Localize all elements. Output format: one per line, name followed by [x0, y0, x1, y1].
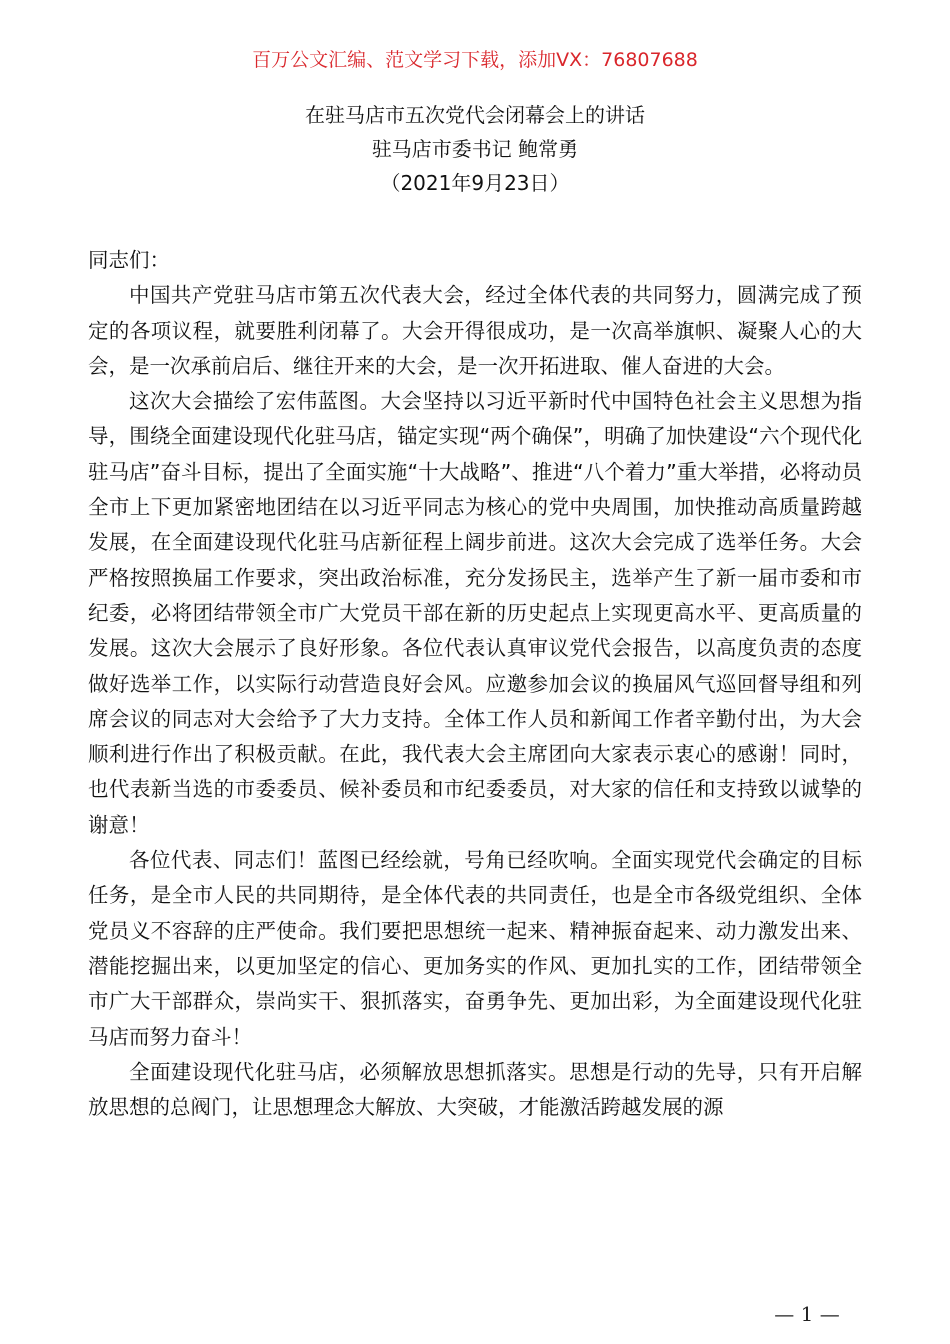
document-author: 驻马店市委书记 鲍常勇	[371, 137, 579, 161]
document-title: 在驻马店市五次党代会闭幕会上的讲话	[305, 103, 645, 127]
watermark-banner: 百万公文汇编、范文学习下载，添加VX：76807688	[252, 49, 698, 71]
paragraph: 各位代表、同志们！蓝图已经绘就，号角已经吹响。全面实现党代会确定的目标任务，是全市人民的共同期待，是全体代表的共同责任，也是全市各级党组织、全体党员义不容辞的庄严使命。我们要把思想统一起来、精神振奋起来、动力激发出来、潜能挖掘出来，以更加坚定的信心、更加务实的作风、更加扎实的工作，团结带领全市广大干部群众，崇尚实干、狠抓落实，奋勇争先、更加出彩，为全面建设现代化驻马店而努力奋斗！	[88, 848, 862, 1049]
paragraph: 中国共产党驻马店市第五次代表大会，经过全体代表的共同努力，圆满完成了预定的各项议程，就要胜利闭幕了。大会开得很成功，是一次高举旗帜、凝聚人心的大会，是一次承前启后、继往开来的大会，是一次开拓进取、催人奋进的大会。	[88, 283, 862, 378]
document-body	[88, 243, 862, 1125]
page-number: — 1 —	[774, 1302, 840, 1326]
document-date: （2021年9月23日）	[380, 171, 570, 195]
salutation: 同志们：	[88, 248, 170, 272]
paragraph: 这次大会描绘了宏伟蓝图。大会坚持以习近平新时代中国特色社会主义思想为指导，围绕全面建设现代化驻马店，锚定实现“两个确保”，明确了加快建设“六个现代化驻马店”奋斗目标，提出了全面实施“十大战略”、推进“八个着力”重大举措，必将动员全市上下更加紧密地团结在以习近平同志为核心的党中央周围，加快推动高质量跨越发展，在全面建设现代化驻马店新征程上阔步前进。这次大会完成了选举任务。大会严格按照换届工作要求，突出政治标准，充分发扬民主，选举产生了新一届市委和市纪委，必将团结带领全市广大党员干部在新的历史起点上实现更高水平、更高质量的发展。这次大会展示了良好形象。各位代表认真审议党代会报告，以高度负责的态度做好选举工作，以实际行动营造良好会风。应邀参加会议的换届风气巡回督导组和列席会议的同志对大会给予了大力支持。全体工作人员和新闻工作者辛勤付出，为大会顺利进行作出了积极贡献。在此，我代表大会主席团向大家表示衷心的感谢！同时，也代表新当选的市委委员、候补委员和市纪委委员，对大家的信任和支持致以诚挚的谢意！	[88, 389, 862, 837]
paragraph: 全面建设现代化驻马店，必须解放思想抓落实。思想是行动的先导，只有开启解放思想的总阀门，让思想理念大解放、大突破，才能激活跨越发展的源	[88, 1059, 862, 1120]
title-block	[0, 98, 950, 200]
